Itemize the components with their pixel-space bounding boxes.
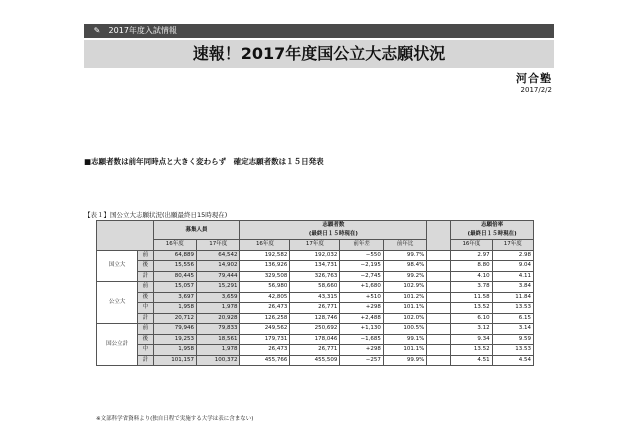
value-cell: 13.52 [451, 303, 492, 314]
segment-cell: 前 [138, 250, 153, 261]
value-cell: 126,258 [240, 313, 290, 324]
value-cell: 1,958 [153, 303, 196, 314]
value-cell: 134,731 [290, 261, 340, 272]
header-shigan-17: 17年度 [290, 240, 340, 251]
value-cell: 99.9% [383, 355, 427, 366]
value-cell: 18,561 [196, 334, 239, 345]
table-row [97, 250, 534, 261]
value-cell: 99.7% [383, 250, 427, 261]
value-cell: 64,889 [153, 250, 196, 261]
value-cell: 99.2% [383, 271, 427, 282]
table-row [97, 355, 534, 366]
section-tag-label: 2017年度入試情報 [108, 26, 177, 35]
value-cell: 100,372 [196, 355, 239, 366]
value-cell: 4.10 [451, 271, 492, 282]
header-shigan-label: 志願者数 [322, 222, 345, 228]
value-cell: 3.14 [492, 324, 533, 335]
value-cell: +1,130 [340, 324, 383, 335]
publish-date: 2017/2/2 [520, 86, 552, 94]
value-cell: 100.5% [383, 324, 427, 335]
segment-cell: 後 [138, 334, 153, 345]
value-cell: 128,746 [290, 313, 340, 324]
pencil-icon: ✎ [93, 26, 101, 35]
header-boshu-17: 17年度 [196, 240, 239, 251]
spacer-cell [427, 271, 451, 282]
spacer-cell [427, 345, 451, 356]
value-cell: 99.1% [383, 334, 427, 345]
value-cell: 192,582 [240, 250, 290, 261]
spacer-cell [427, 355, 451, 366]
spacer-cell [427, 334, 451, 345]
value-cell: −2,745 [340, 271, 383, 282]
value-cell: 3.84 [492, 282, 533, 293]
value-cell: 79,833 [196, 324, 239, 335]
value-cell: 15,291 [196, 282, 239, 293]
value-cell: 3.12 [451, 324, 492, 335]
segment-cell: 中 [138, 345, 153, 356]
value-cell: 20,712 [153, 313, 196, 324]
segment-cell: 前 [138, 324, 153, 335]
value-cell: 3.78 [451, 282, 492, 293]
value-cell: 249,562 [240, 324, 290, 335]
value-cell: +298 [340, 303, 383, 314]
value-cell: 11.58 [451, 292, 492, 303]
value-cell: 178,046 [290, 334, 340, 345]
table-row [97, 282, 534, 293]
value-cell: 56,980 [240, 282, 290, 293]
value-cell: 4.54 [492, 355, 533, 366]
segment-cell: 前 [138, 282, 153, 293]
value-cell: 42,805 [240, 292, 290, 303]
value-cell: 15,057 [153, 282, 196, 293]
value-cell: 326,763 [290, 271, 340, 282]
segment-cell: 後 [138, 261, 153, 272]
header-shigan-sub: (最終日１５時現在) [308, 231, 358, 237]
segment-cell: 計 [138, 313, 153, 324]
spacer-cell [427, 282, 451, 293]
header-ratio: 前年比 [383, 240, 427, 251]
header-bairitsu-16: 16年度 [451, 240, 492, 251]
value-cell: 192,032 [290, 250, 340, 261]
table-footnote: ※文部科学省資料より(独自日程で実施する大学は表に含まない) [96, 416, 254, 422]
spacer-cell [427, 261, 451, 272]
value-cell: 455,509 [290, 355, 340, 366]
segment-cell: 計 [138, 355, 153, 366]
value-cell: 8.80 [451, 261, 492, 272]
value-cell: 4.11 [492, 271, 533, 282]
value-cell: 43,315 [290, 292, 340, 303]
value-cell: 1,978 [196, 345, 239, 356]
value-cell: 80,445 [153, 271, 196, 282]
value-cell: 20,928 [196, 313, 239, 324]
value-cell: 98.4% [383, 261, 427, 272]
value-cell: 2.97 [451, 250, 492, 261]
value-cell: 13.53 [492, 345, 533, 356]
spacer-cell [427, 292, 451, 303]
value-cell: 102.0% [383, 313, 427, 324]
value-cell: 101.1% [383, 345, 427, 356]
table-row [97, 313, 534, 324]
value-cell: 79,444 [196, 271, 239, 282]
value-cell: −550 [340, 250, 383, 261]
value-cell: 26,473 [240, 345, 290, 356]
value-cell: 136,926 [240, 261, 290, 272]
value-cell: 3,697 [153, 292, 196, 303]
page-title: 速報！2017年度国公立大志願状況 [84, 40, 554, 68]
header-diff: 前年差 [340, 240, 383, 251]
value-cell: 26,771 [290, 345, 340, 356]
value-cell: 14,902 [196, 261, 239, 272]
section-tag-bar [84, 24, 554, 38]
value-cell: 101.1% [383, 303, 427, 314]
table-row [97, 324, 534, 335]
segment-cell: 後 [138, 292, 153, 303]
header-boshu-16: 16年度 [153, 240, 196, 251]
value-cell: 9.59 [492, 334, 533, 345]
header-shigan-16: 16年度 [240, 240, 290, 251]
value-cell: 9.04 [492, 261, 533, 272]
header-bairitsu-17: 17年度 [492, 240, 533, 251]
value-cell: +2,488 [340, 313, 383, 324]
value-cell: −257 [340, 355, 383, 366]
value-cell: 3,659 [196, 292, 239, 303]
group-name-cell: 国立大 [97, 250, 138, 282]
application-status-table [96, 220, 534, 366]
value-cell: 58,660 [290, 282, 340, 293]
value-cell: 455,766 [240, 355, 290, 366]
value-cell: 26,473 [240, 303, 290, 314]
value-cell: +510 [340, 292, 383, 303]
value-cell: 6.15 [492, 313, 533, 324]
header-bairitsu-label: 志願倍率 [481, 222, 504, 228]
value-cell: 2.98 [492, 250, 533, 261]
table-row [97, 271, 534, 282]
value-cell: 19,253 [153, 334, 196, 345]
spacer-cell [427, 313, 451, 324]
value-cell: 102.9% [383, 282, 427, 293]
publisher-logo: 河合塾 [516, 72, 552, 85]
value-cell: +298 [340, 345, 383, 356]
value-cell: 4.51 [451, 355, 492, 366]
value-cell: 64,542 [196, 250, 239, 261]
section-heading: ■志願者数は前年同時点と大きく変わらず 確定志願者数は１５日発表 [84, 157, 324, 166]
value-cell: +1,680 [340, 282, 383, 293]
header-bairitsu-sub: (最終日１５時現在) [467, 231, 517, 237]
header-boshu: 募集人員 [153, 221, 240, 240]
value-cell: 6.10 [451, 313, 492, 324]
value-cell: 1,958 [153, 345, 196, 356]
header-shigan [240, 221, 427, 240]
value-cell: 1,978 [196, 303, 239, 314]
segment-cell: 中 [138, 303, 153, 314]
spacer-cell [427, 324, 451, 335]
table-row [97, 345, 534, 356]
group-name-cell: 公立大 [97, 282, 138, 324]
value-cell: 15,556 [153, 261, 196, 272]
table-row [97, 303, 534, 314]
table-caption: 【表１】国公立大志願状況(出願最終日15時現在) [84, 211, 228, 219]
value-cell: 13.52 [451, 345, 492, 356]
table-row [97, 334, 534, 345]
header-bairitsu [451, 221, 534, 240]
value-cell: 179,731 [240, 334, 290, 345]
value-cell: 26,771 [290, 303, 340, 314]
value-cell: 13.53 [492, 303, 533, 314]
spacer-cell [427, 303, 451, 314]
table-corner-cell [97, 221, 154, 251]
value-cell: 9.34 [451, 334, 492, 345]
table-row [97, 261, 534, 272]
value-cell: 101.2% [383, 292, 427, 303]
value-cell: −2,195 [340, 261, 383, 272]
value-cell: −1,685 [340, 334, 383, 345]
value-cell: 101,157 [153, 355, 196, 366]
table-row [97, 292, 534, 303]
value-cell: 11.84 [492, 292, 533, 303]
segment-cell: 計 [138, 271, 153, 282]
value-cell: 329,508 [240, 271, 290, 282]
spacer-cell [427, 250, 451, 261]
value-cell: 79,946 [153, 324, 196, 335]
group-name-cell: 国公立計 [97, 324, 138, 366]
header-spacer-cell [427, 221, 451, 251]
value-cell: 250,692 [290, 324, 340, 335]
table-body [97, 250, 534, 366]
